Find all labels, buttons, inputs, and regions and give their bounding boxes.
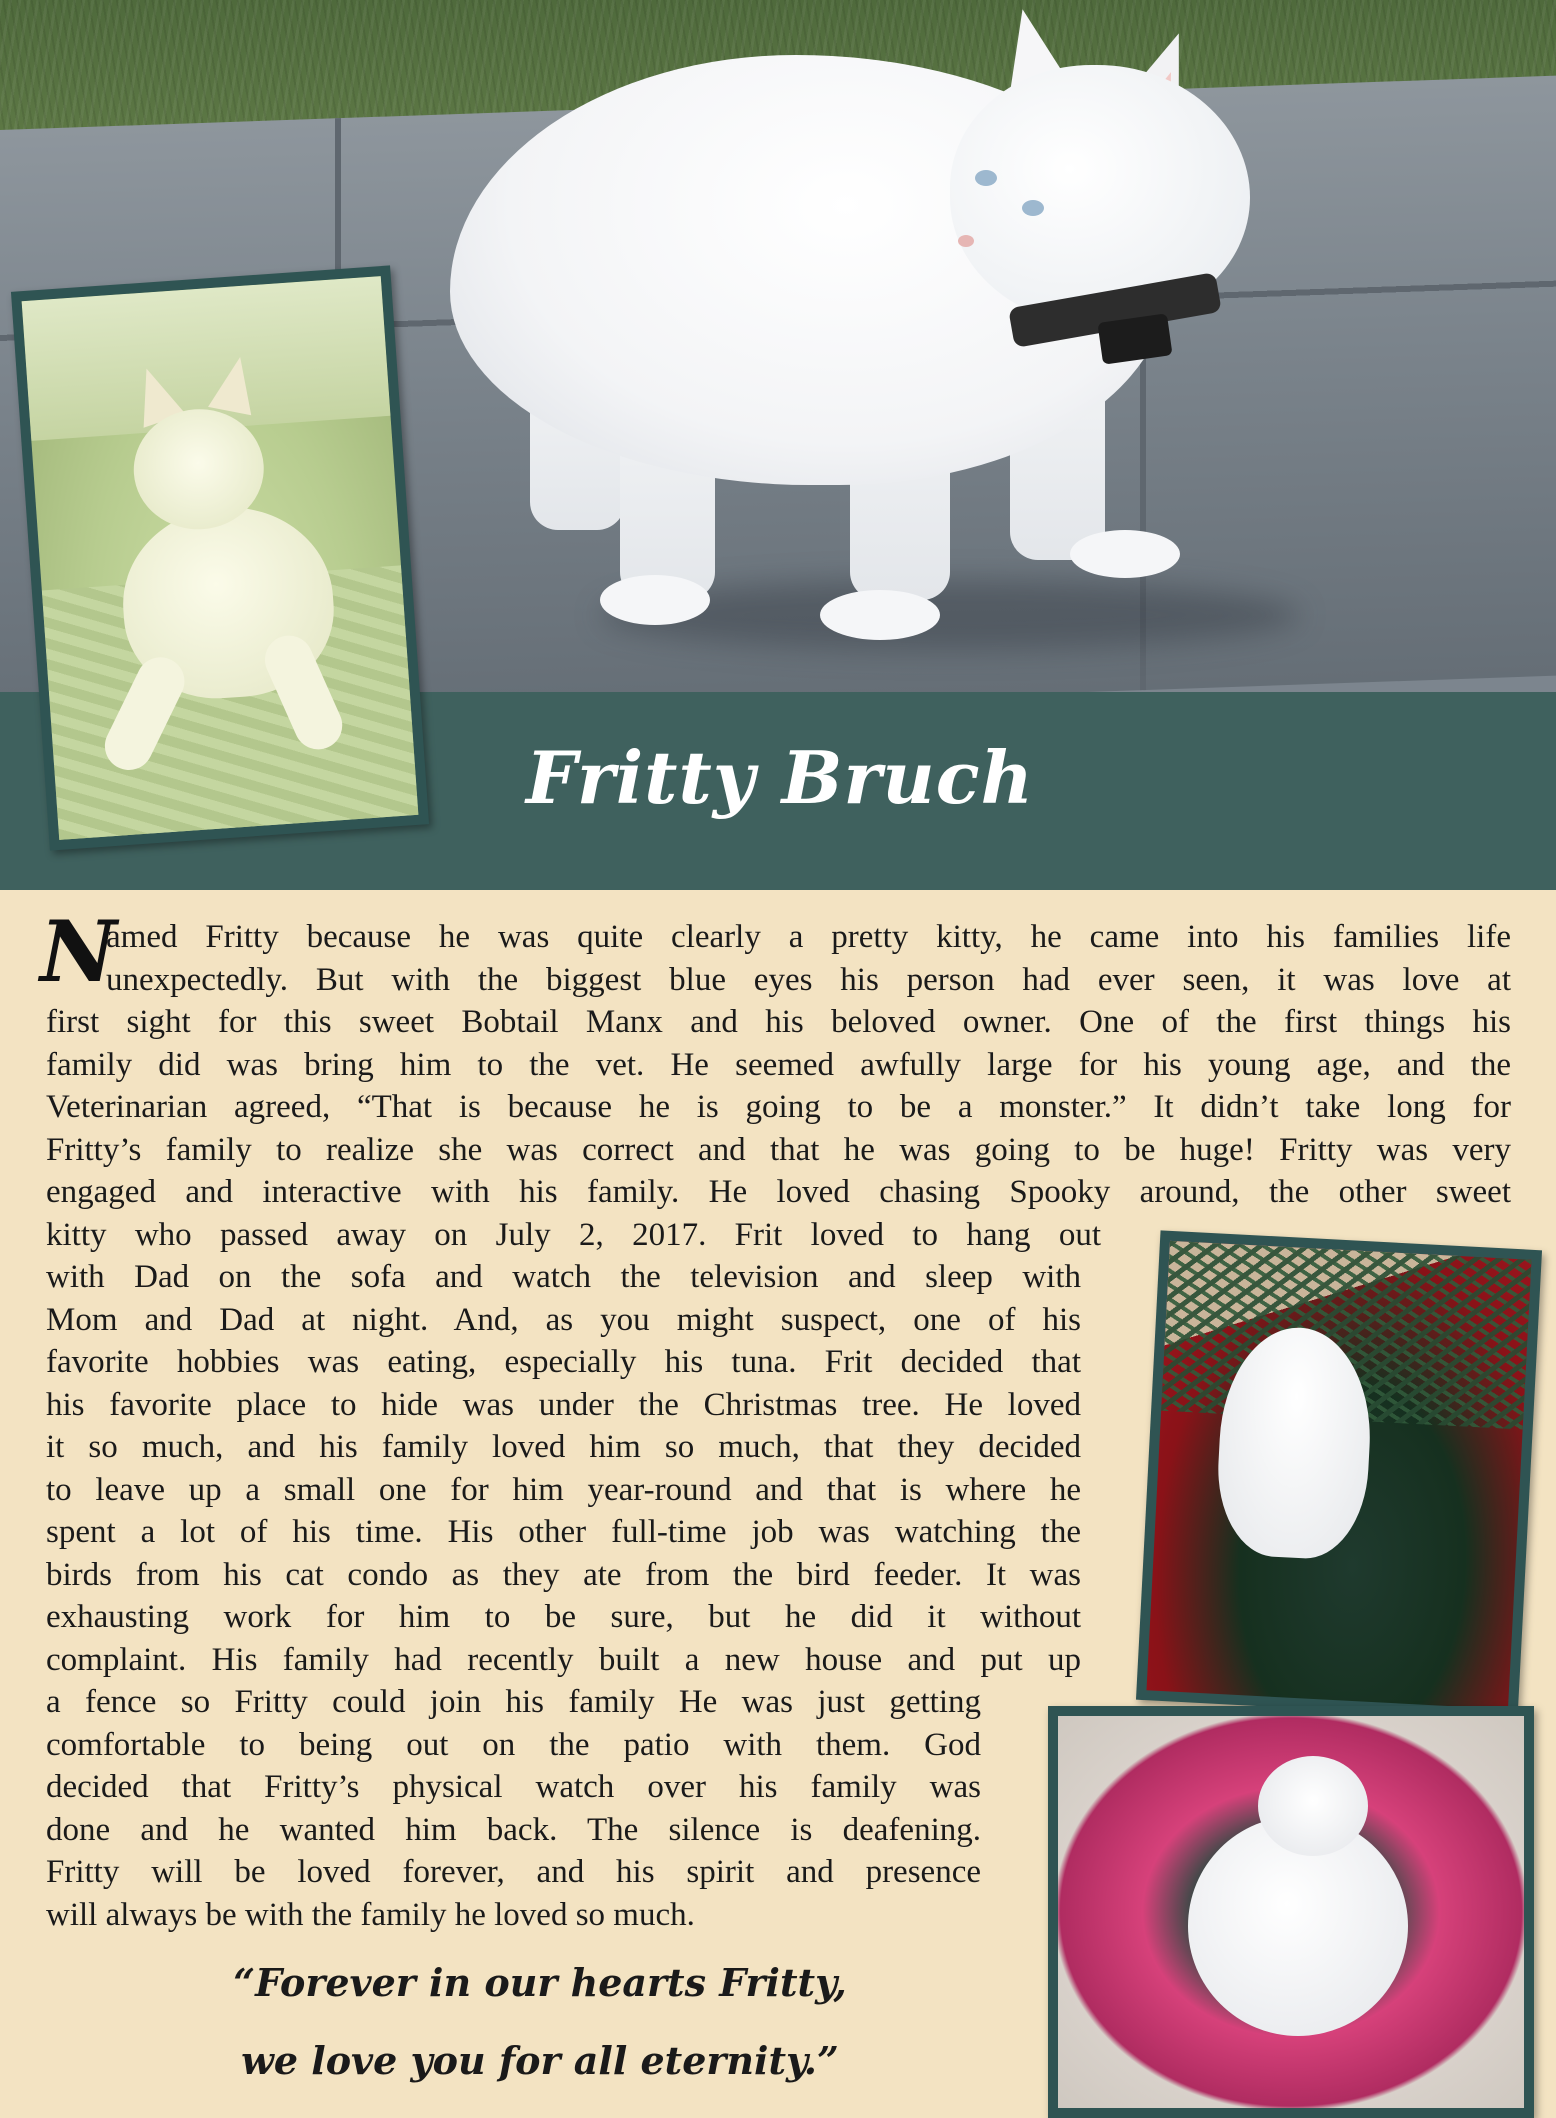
story-line: it so much, and his family loved him so much, that they decided (46, 1429, 1081, 1465)
story-line: unexpectedly. But with the biggest blue eyes his person had ever seen, it was love at (106, 961, 1511, 998)
story-line: kitty who passed away on July 2, 2017. Frit loved to hang out (46, 1216, 1101, 1253)
story-line: to leave up a small one for him year-round and that is where he (46, 1471, 1081, 1508)
quote-line: “Forever in our hearts Fritty, (233, 1960, 847, 2005)
story-line: his favorite place to hide was under the Christmas tree. He loved (46, 1386, 1081, 1423)
story-line: done and he wanted him back. The silence is deafening. (46, 1811, 981, 1848)
story-text (40, 902, 1511, 1936)
cat-paw (600, 575, 710, 625)
story-line: favorite hobbies was eating, especially his tuna. Frit decided that (46, 1344, 1081, 1380)
story-line: a fence so Fritty could join his family He was just getting (46, 1684, 981, 1720)
story-line: family did was bring him to the vet. He seemed awfully large for his young age, and the (46, 1046, 1511, 1083)
page-title: Fritty Bruch (526, 735, 1034, 820)
cat-paw (820, 590, 940, 640)
story-line: Mom and Dad at night. And, as you might suspect, one of his (46, 1301, 1081, 1338)
story-line: Veterinarian agreed, “That is because he is going to be a monster.” It didn’t take long for (46, 1089, 1511, 1125)
story-line: Fritty’s family to realize she was correct and that he was going to be huge! Fritty was very (46, 1131, 1511, 1168)
cat-eye (1022, 200, 1044, 216)
memorial-quote (150, 1944, 930, 2100)
story-line: spent a lot of his time. His other full-time job was watching the (46, 1514, 1081, 1550)
kitten-photo (11, 265, 429, 850)
cat-eye (975, 170, 997, 186)
story-line: engaged and interactive with his family. He loved chasing Spooky around, the other sweet (46, 1174, 1511, 1210)
story-line: birds from his cat condo as they ate from the bird feeder. It was (46, 1556, 1081, 1593)
story-line: complaint. His family had recently built a new house and put up (46, 1641, 1081, 1678)
story-line: exhausting work for him to be sure, but he did it without (46, 1599, 1081, 1635)
story-line: with Dad on the sofa and watch the television and sleep with (46, 1259, 1081, 1295)
story-line: will always be with the family he loved so much. (46, 1896, 695, 1933)
cat-nose (958, 235, 974, 247)
story-line: first sight for this sweet Bobtail Manx and his beloved owner. One of the first things his (46, 1004, 1511, 1040)
story-line: decided that Fritty’s physical watch over his family was (46, 1769, 981, 1805)
story-line: Fritty will be loved forever, and his spirit and presence (46, 1854, 981, 1890)
story-line: amed Fritty because he was quite clearly a pretty kitty, he came into his families life (106, 919, 1511, 955)
story-line: comfortable to being out on the patio with them. God (46, 1726, 981, 1763)
kitten-photo-image (22, 276, 419, 840)
cat-paw (1070, 530, 1180, 578)
quote-line: we love you for all eternity.” (241, 2038, 839, 2083)
drop-cap: N (40, 902, 117, 1001)
